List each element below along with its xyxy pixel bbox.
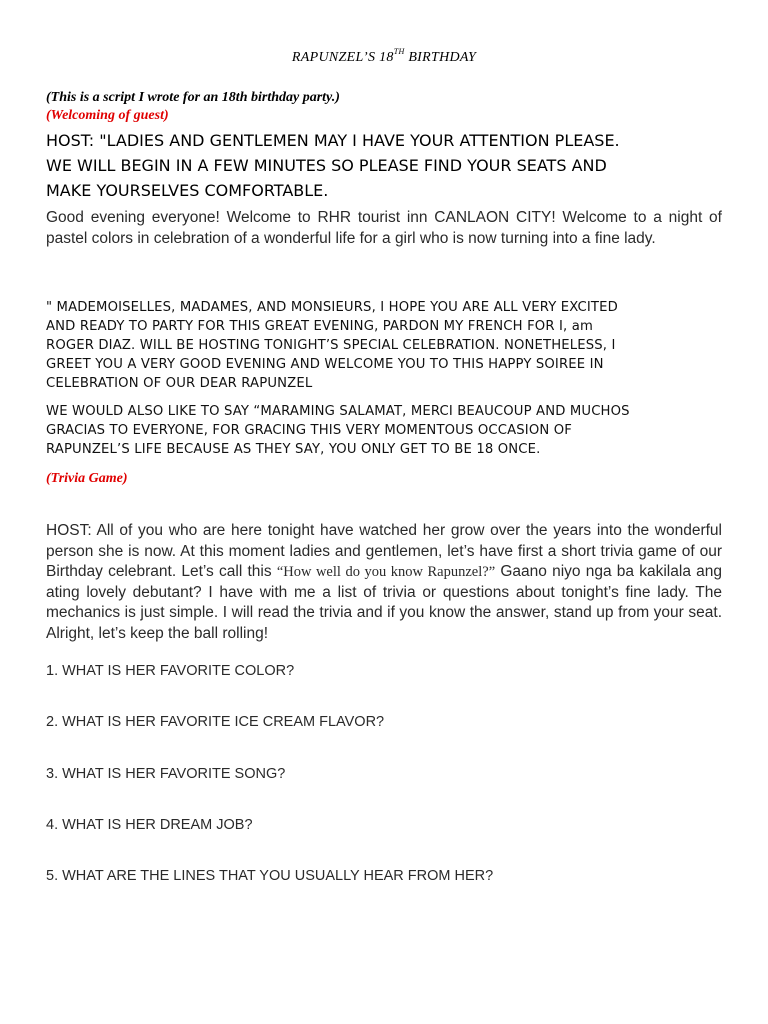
welcome-paragraph: Good evening everyone! Welcome to RHR tourist inn CANLAON CITY! Welcome to a night of pastel colors in celebration of a wonderful life for a girl who is now turning into a fine lady.	[46, 209, 722, 247]
title-rest: BIRTHDAY	[404, 50, 477, 65]
caps-line: CELEBRATION OF OUR DEAR RAPUNZEL	[46, 376, 313, 391]
trivia-question: 4. WHAT IS HER DREAM JOB?	[46, 817, 253, 833]
title-superscript: TH	[393, 47, 405, 56]
trivia-text: Gaano niyo nga ba kakilala ang ating lovely debutant? I have with me a list of trivia or questions about tonight’s fine lady. The mechanics is just simple. I will read the trivia and if you know the answer, stand up from your seat. Alright, let’s keep the ball rolling!	[46, 563, 723, 642]
thanks-block	[46, 402, 722, 459]
author-note: (This is a script I wrote for an 18th birthday party.)	[46, 90, 340, 105]
caps-line: ROGER DIAZ. WILL BE HOSTING TONIGHT’S SPECIAL CELEBRATION. NONETHELESS, I	[46, 338, 616, 353]
host-intro-line: MAKE YOURSELVES COMFORTABLE.	[46, 181, 329, 200]
trivia-game-name: “How well do you know Rapunzel?”	[276, 564, 496, 580]
mademoiselles-block	[46, 298, 722, 393]
caps-line: GREET YOU A VERY GOOD EVENING AND WELCOME YOU TO THIS HAPPY SOIREE IN	[46, 357, 604, 372]
trivia-question: 2. WHAT IS HER FAVORITE ICE CREAM FLAVOR?	[46, 714, 385, 730]
caps-line: GRACIAS TO EVERYONE, FOR GRACING THIS VERY MOMENTOUS OCCASION OF	[46, 423, 572, 438]
trivia-question: 5. WHAT ARE THE LINES THAT YOU USUALLY HEAR FROM HER?	[46, 868, 494, 884]
host-intro-line: WE WILL BEGIN IN A FEW MINUTES SO PLEASE FIND YOUR SEATS AND	[46, 156, 607, 175]
document-title	[0, 47, 768, 66]
trivia-paragraph	[46, 521, 722, 644]
caps-line: " MADEMOISELLES, MADAMES, AND MONSIEURS, I HOPE YOU ARE ALL VERY EXCITED	[46, 300, 618, 315]
caps-line: AND READY TO PARTY FOR THIS GREAT EVENING, PARDON MY FRENCH FOR I, am	[46, 319, 593, 334]
section-heading-trivia: (Trivia Game)	[46, 471, 128, 486]
trivia-text: HOST: All of you who are here tonight have watched her grow over the years into the wonderful person she is now. At this moment ladies and gentlemen, let’s have first a short trivia game of our Birthday celebrant. Let’s call this	[46, 522, 722, 580]
title-main: RAPUNZEL’S 18	[291, 50, 394, 65]
section-heading-welcome: (Welcoming of guest)	[46, 108, 169, 123]
host-intro-block	[46, 128, 736, 203]
trivia-question: 1. WHAT IS HER FAVORITE COLOR?	[46, 663, 295, 679]
caps-line: WE WOULD ALSO LIKE TO SAY “MARAMING SALAMAT, MERCI BEAUCOUP AND MUCHOS	[46, 404, 630, 419]
host-intro-line: HOST: "LADIES AND GENTLEMEN MAY I HAVE YOUR ATTENTION PLEASE.	[46, 131, 620, 150]
caps-line: RAPUNZEL’S LIFE BECAUSE AS THEY SAY, YOU ONLY GET TO BE 18 ONCE.	[46, 442, 541, 457]
trivia-question: 3. WHAT IS HER FAVORITE SONG?	[46, 766, 286, 782]
